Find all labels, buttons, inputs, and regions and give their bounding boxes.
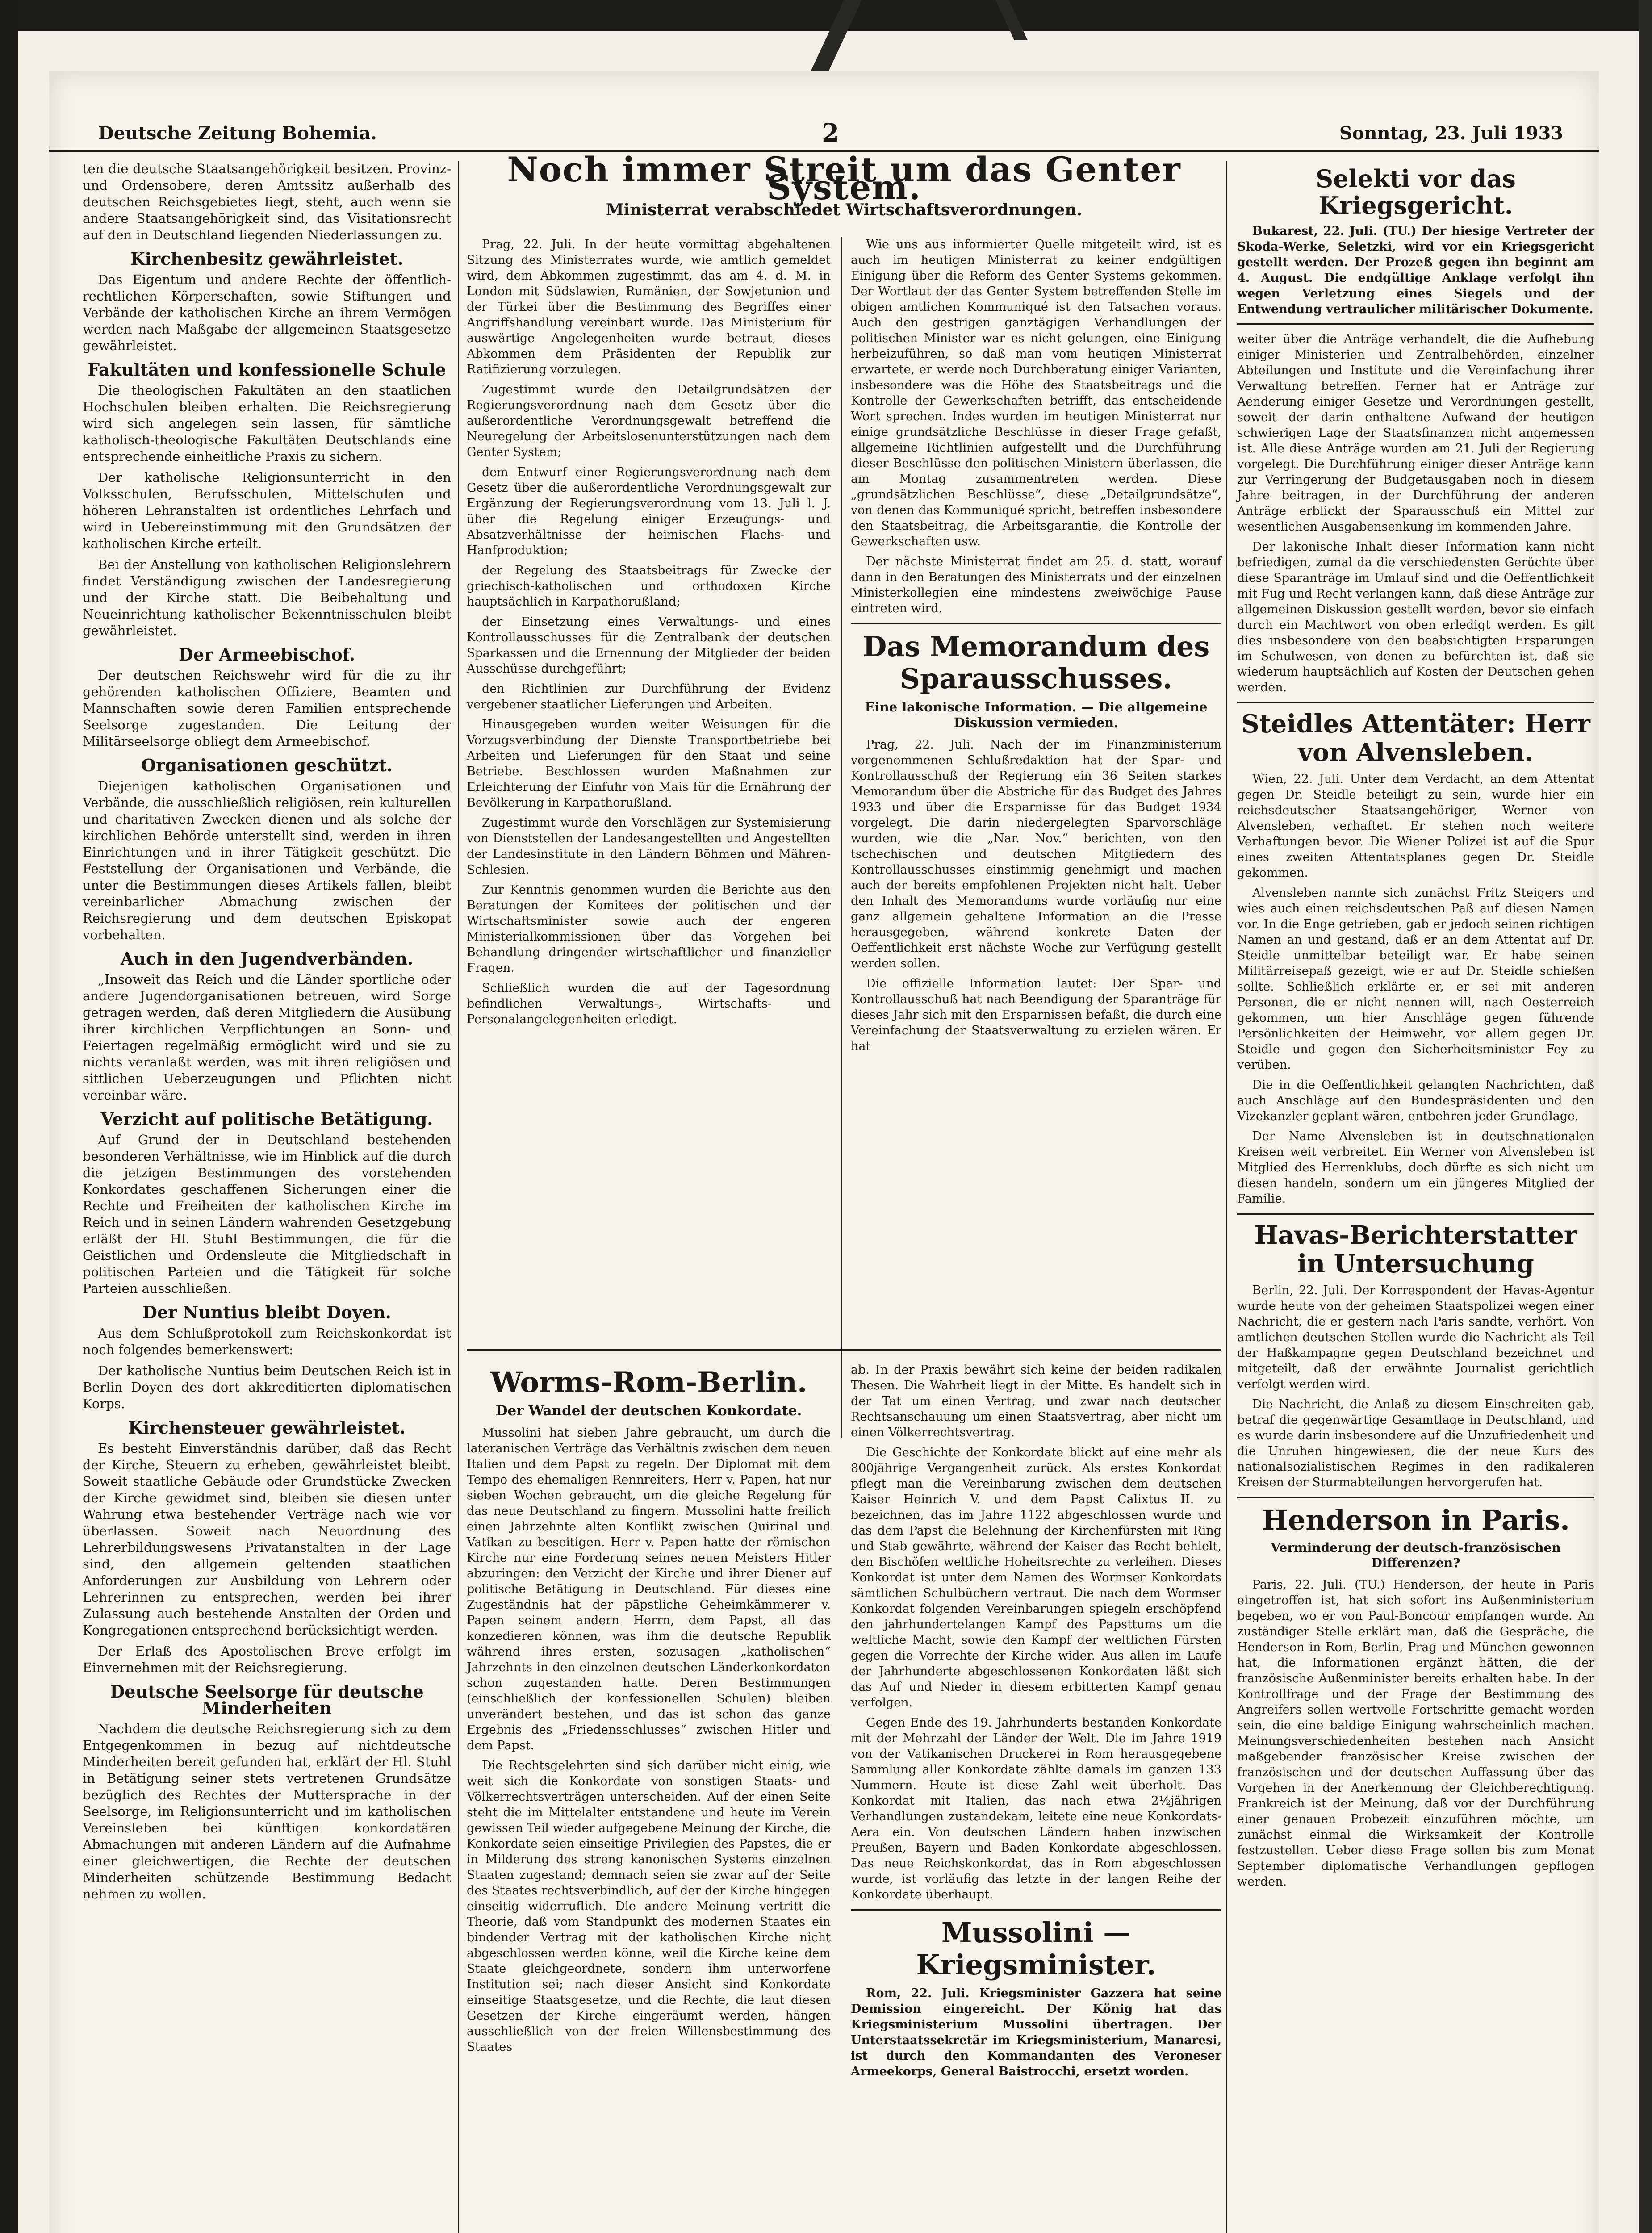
worms-article-col-b xyxy=(851,1362,1221,2084)
column-right xyxy=(1237,161,1594,1894)
article-paragraph: Zugestimmt wurde den Vorschlägen zur Systemisierung von Dienststellen der Landesangestellten und Angestellten der Landesinstitute in den Ländern Böhmen und Mähren-Schlesien. xyxy=(467,816,831,877)
article-paragraph: Schließlich wurden die auf der Tagesordnung befindlichen Verwaltungs-, Wirtschafts- und Personalangelegenheiten erledigt. xyxy=(467,981,831,1026)
article-paragraph: Der Name Alvensleben ist in deutschnationalen Kreisen weit verbreitet. Ein Werner von Alvensleben ist Mitglied des Herrenklubs, doch dürfte es sich nicht um diesen handeln, sondern um ein jüngeres Mitglied der Familie. xyxy=(1237,1129,1594,1206)
article-paragraph: Bukarest, 22. Juli. (TU.) Der hiesige Vertreter der Skoda-Werke, Seletzki, wird vor ein Kriegsgericht gestellt werden. Der Prozeß gegen ihn beginnt am 4. August. Die endgültige Anklage verfolgt ihn wegen Verletzung eines Siegels und der Entwendung vertraulicher militärischer Dokumente. xyxy=(1237,224,1594,316)
article-paragraph: Die in die Oeffentlichkeit gelangten Nachrichten, daß auch Anschläge auf den Bundespräsidenten und den Vizekanzler geplant wären, entbehren jeder Grundlage. xyxy=(1237,1078,1594,1123)
section-heading: Verzicht auf politische Betätigung. xyxy=(100,1109,433,1129)
article-paragraph: Die Rechtsgelehrten sind sich darüber nicht einig, wie weit sich die Konkordate von sonstigen Staats- und Völkerrechtsverträgen unterscheiden. Auf der einen Seite steht die im Mittelalter entstandene und heute im Verein gewissen Teil wieder aufgegebene Meinung der Kirche, die Konkordate seien einseitige Privilegien des Papstes, die er in Milderung des streng kanonischen Systems einzelnen Staaten zugestand; demnach seien sie zwar auf der Seite des Staates rechtsverbindlich, auf der der Kirche hingegen einseitig widerruflich. Die andere Meinung vertritt die Theorie, daß vom Standpunkt des modernen Staates ein bindender Vertrag mit der katholischen Kirche nicht abgeschlossen werden könne, weil die Kirche keine dem Staate gleichgeordnete, sondern ihm unterworfene Institution sei; nach dieser Ansicht sind Konkordate einseitige Staatsgesetze, und die Rechte, die laut diesen Gesetzen der Kirche eingeräumt werden, hängen ausschließlich von der freien Willensbestimmung des Staates xyxy=(467,1759,831,2054)
headline-memorandum: Das Memorandum des Sparausschusses. xyxy=(862,630,1210,695)
article-paragraph: Prag, 22. Juli. In der heute vormittag abgehaltenen Sitzung des Ministerrates wurde, wie amtlich gemeldet wird, dem Abkommen zugestimmt, das am 4. d. M. in London mit Südslawien, Rumänien, der Sowjetunion und der Türkei über die Bestimmung des Begriffes einer Angriffshandlung vereinbart wurde. Das Ministerium für auswärtige Angelegenheiten wurde betraut, dieses Abkommen dem Präsidenten der Republik zur Ratifizierung vorzulegen. xyxy=(467,238,831,376)
headline-steidle: Steidles Attentäter: Herr von Alvensleben. xyxy=(1241,709,1590,767)
issue-date: Sonntag, 23. Juli 1933 xyxy=(1339,123,1563,144)
article-paragraph: Wien, 22. Juli. Unter dem Verdacht, an dem Attentat gegen Dr. Steidle beteiligt zu sein, wurde hier ein reichsdeutscher Staatsangehöriger, Werner von Alvensleben, verhaftet. Er stehen noch weitere Verhaftungen bevor. Die Wiener Polizei ist auf die Spur eines zweiten Attentatsplanes gegen Dr. Steidle gekommen. xyxy=(1237,772,1594,880)
page-number: 2 xyxy=(822,118,839,148)
headline-genter-system: Noch immer Streit um das Genter System. xyxy=(507,150,1181,207)
newspaper-name: Deutsche Zeitung Bohemia. xyxy=(98,123,377,144)
genter-article-col-a xyxy=(467,237,831,1032)
article-paragraph: dem Entwurf einer Regierungsverordnung nach dem Gesetz über die außerordentliche Verordnungsgewalt zur Ergänzung der Regierungsverordnung vom 13. Juli l. J. über die Regelung einiger Erzeugungs- und Absatzverhältnisse der heimischen Flachs- und Hanfproduktion; xyxy=(467,465,831,557)
section-heading: Organisationen geschützt. xyxy=(141,755,393,775)
article-paragraph: Prag, 22. Juli. Nach der im Finanzministerium vorgenommenen Schlußredaktion hat der Spar- und Kontrollausschuß der Regierung ein 36 Seiten starkes Memorandum über die Abstriche für das Budget des Jahres 1933 und über die Ersparnisse für das Budget 1934 vorgelegt. Die darin niedergelegten Sparvorschläge wurden, wie die „Nar. Nov.“ berichten, von den tschechischen und deutschen Mitgliedern des Kontrollausschusses einstimmig genehmigt und machen auch der bereits empfohlenen Projekten nicht halt. Ueber den Inhalt des Memorandums wurde vorläufig nur eine ganz allgemein gehaltene Information an die Presse herausgegeben, während konkrete Daten der Oeffentlichkeit erst nächste Woche zur Verfügung gestellt werden sollen. xyxy=(851,738,1221,970)
subheadline-worms-rom-berlin: Der Wandel der deutschen Konkordate. xyxy=(495,1403,802,1419)
section-text: Das Eigentum und andere Rechte der öffentlich-rechtlichen Körperschaften, sowie Stiftungen und Verbände der katholischen Kirche an ihrem Vermögen werden nach Maßgabe der allgemeinen Staatsgesetze gewährleistet. xyxy=(83,272,451,353)
concordat-intro: ten die deutsche Staatsangehörigkeit besitzen. Provinz- und Ordensobere, deren Amtssitz außerhalb des deutschen Reichsgebietes liegt, steht, auch wenn sie andere Staatsangehörigkeit sind, das Visitationsrecht auf den in Deutschland liegenden Niederlassungen zu. xyxy=(83,161,451,243)
subheadline-genter-system: Ministerrat verabschiedet Wirtschaftsverordnungen. xyxy=(606,201,1083,219)
headline-havas: Havas-Berichterstatter in Untersuchung xyxy=(1254,1221,1577,1279)
section-heading: Fakultäten und konfessionelle Schule xyxy=(88,360,446,380)
article-paragraph: den Richtlinien zur Durchführung der Evidenz vergebener staatlicher Lieferungen und Arbeiten. xyxy=(467,682,831,711)
column-left xyxy=(83,161,451,1907)
section-heading: Der Armeebischof. xyxy=(178,644,355,665)
article-paragraph: Die Geschichte der Konkordate blickt auf eine mehr als 800jährige Vergangenheit zurück. Als erstes Konkordat pflegt man die Vereinbarung zwischen dem deutschen Kaiser Heinrich V. und dem Papst Calixtus II. zu bezeichnen, das im Jahre 1122 abgeschlossen wurde und das dem Papst die Belehnung der Kirchenfürsten mit Ring und Stab gewährte, während der Kaiser das Recht behielt, den Bischöfen weltliche Hoheitsrechte zu verleihen. Dieses Konkordat ist unter dem Namen des Wormser Konkordats sämtlichen Schulbüchern vertraut. Die nach dem Wormser Konkordat folgenden Vereinbarungen spiegeln erschöpfend den jahrhundertelangen Kampf des Papsttums um die weltliche Macht, sowie den Kampf der weltlichen Fürsten gegen die Vorrechte der Kirche wider. Aus allen im Laufe der Jahrhunderte abgeschlossenen Konkordaten läßt sich das Auf und Nieder in diesem erbitterten Kampf genau verfolgen. xyxy=(851,1446,1221,1710)
section-text: Nachdem die deutsche Reichsregierung sich zu dem Entgegenkommen in bezug auf nichtdeutsche Minderheiten bereit gefunden hat, erklärt der Hl. Stuhl in Betätigung seiner stets vertretenen Grundsätze bezüglich des Rechtes der Muttersprache in der Seelsorge, im Religionsunterricht und im katholischen Vereinsleben bei künftigen konkordatären Abmachungen mit anderen Ländern auf die Aufnahme einer gleichwertigen, die Rechte der deutschen Minderheiten schützende Bestimmung Bedacht nehmen zu wollen. xyxy=(83,1721,451,1902)
section-heading: Kirchensteuer gewährleistet. xyxy=(128,1418,406,1438)
article-paragraph: Mussolini hat sieben Jahre gebraucht, um durch die lateranischen Verträge das Verhältnis zwischen dem neuen Italien und dem Papst zu regeln. Der Diplomat mit dem Tempo des ehemaligen Rennreiters, Herr v. Papen, hat nur sieben Wochen gebraucht, um die gleiche Regelung für das neue Deutschland zu fingern. Mussolini hatte freilich einen Jahrzehnte alten Konflikt zwischen Quirinal und Vatikan zu beseitigen. Herr v. Papen hatte der römischen Kirche nur eine Forderung seines neuen Meisters Hitler abzuringen: den Verzicht der Kirche und ihrer Diener auf politische Betätigung in Deutschland. Für dieses eine Zugeständnis hat der päpstliche Geheimkämmerer v. Papen seinem andern Herrn, dem Papst, all das konzedieren können, was ihm die deutsche Republik während ihres ersten, sozusagen „katholischen“ Jahrzehnts in den einzelnen deutschen Länderkonkordaten schon zugestanden hatte. Deren Bestimmungen (einschließlich der konfessionellen Schulen) bleiben unverändert bestehen, und das ist schon das ganze Ergebnis des „Friedensschlusses“ zwischen Hitler und dem Papst. xyxy=(467,1426,831,1752)
worms-article-col-a xyxy=(467,1362,831,2059)
article-paragraph: Der lakonische Inhalt dieser Information kann nicht befriedigen, zumal da die verschiedensten Gerüchte über diese Sparanträge im Umlauf sind und die Oeffentlichkeit mit Fug und Recht verlangen kann, daß diese Anträge zur allgemeinen Diskussion gestellt werden, bevor sie einfach durch ein Machtwort von oben erledigt werden. Es gilt dies insbesondere von den beabsichtigten Ersparungen im Schulwesen, von denen zu befürchten ist, daß sie wiederum hauptsächlich auf Kosten der Deutschen gehen werden. xyxy=(1237,540,1594,694)
subheadline-henderson: Verminderung der deutsch-französischen Differenzen? xyxy=(1271,1540,1561,1570)
article-paragraph: weiter über die Anträge verhandelt, die die Aufhebung einiger Ministerien und Zentralbehörden, einzelner Abteilungen und Institute und die Vereinfachung ihrer Verwaltung betreffen. Ferner hat er Anträge zur Aenderung einiger Gesetze und Verordnungen gestellt, soweit der darin enthaltene Aufwand der heutigen schwierigen Lage der Staatsfinanzen nicht angemessen ist. Alle diese Anträge wurden am 21. Juli der Regierung vorgelegt. Die Durchführung einiger dieser Anträge kann zur Verringerung der Budgetausgaben noch in diesem Jahre beitragen, in der Durchführung der anderen Anträge erblickt der Sparausschuß ein Mittel zur wesentlichen Ausgabensenkung im kommenden Jahre. xyxy=(1237,332,1594,534)
article-paragraph: ab. In der Praxis bewährt sich keine der beiden radikalen Thesen. Die Wahrheit liegt in der Mitte. Es handelt sich in der Tat um einen Vertrag, und zwar nach deutscher Rechtsanschauung um einen Staatsvertrag, aber nicht um einen Völkerrechtsvertrag. xyxy=(851,1363,1221,1439)
article-paragraph: Zugestimmt wurde den Detailgrundsätzen der Regierungsverordnung nach dem Gesetz über die außerordentliche Verordnungsgewalt betreffend die Neuregelung der Arbeitslosenunterstützungen nach dem Genter System; xyxy=(467,383,831,459)
article-paragraph: Berlin, 22. Juli. Der Korrespondent der Havas-Agentur wurde heute von der geheimen Staatspolizei wegen einer Nachricht, die er gestern nach Paris sandte, verhört. Von amtlichen deutschen Stellen wurde die Nachricht als Teil der Haßkampagne gegen Deutschland bezeichnet und mitgeteilt, daß der erwähnte Journalist gerichtlich verfolgt werden wird. xyxy=(1237,1284,1594,1391)
article-paragraph: der Einsetzung eines Verwaltungs- und eines Kontrollausschusses für die Zentralbank der deutschen Sparkassen und die Ernennung der Mitglieder der beiden Ausschüsse durchgeführt; xyxy=(467,615,831,676)
article-paragraph: der Regelung des Staatsbeitrags für Zwecke der griechisch-katholischen und orthodoxen Kirche hauptsächlich in Karpathorußland; xyxy=(467,564,831,609)
column-rule xyxy=(841,237,842,1438)
section-text: Der katholische Religionsunterricht in den Volksschulen, Berufsschulen, Mittelschulen und höheren Lehranstalten ist ordentliches Lehrfach und wird in Uebereinstimmung mit den Grundsätzen der katholischen Kirche erteilt. xyxy=(83,470,451,551)
section-text: Diejenigen katholischen Organisationen und Verbände, die ausschließlich religiösen, rein kulturellen und charitativen Zwecken dienen und als solche der kirchlichen Behörde unterstellt sind, werden in ihren Einrichtungen und in ihrer Tätigkeit geschützt. Die Feststellung der Organisationen und Verbände, die unter die Bestimmungen dieses Artikels fallen, bleibt vereinbarlicher Abmachung zwischen der Reichsregierung und dem deutschen Episkopat vorbehalten. xyxy=(83,778,451,942)
section-heading: Kirchenbesitz gewährleistet. xyxy=(130,249,404,269)
section-divider xyxy=(467,1349,1221,1351)
article-divider xyxy=(851,623,1221,624)
article-paragraph: Der nächste Ministerrat findet am 25. d. statt, worauf dann in den Beratungen des Ministerrats und der einzelnen Ministerkollegien eine mindestens zweiwöchige Pause eintreten wird. xyxy=(851,555,1221,615)
page-header xyxy=(49,114,1599,152)
section-text: Der deutschen Reichswehr wird für die zu ihr gehörenden katholischen Offiziere, Beamten und Mannschaften sowie deren Familien entsprechende Seelsorge zugestanden. Die Leitung der Militärseelsorge obliegt dem Armeebischof. xyxy=(83,668,451,749)
section-text: „Insoweit das Reich und die Länder sportliche oder andere Jugendorganisationen betreuen, wird Sorge getragen werden, daß deren Mitgliedern die Ausübung ihrer kirchlichen Verpflichtungen an Sonn- und Feiertagen regelmäßig ermöglicht wird und sie zu nichts veranlaßt werden, was mit ihren religiösen und sittlichen Ueberzeugungen und Pflichten nicht vereinbar wäre. xyxy=(83,972,451,1103)
section-heading: Der Nuntius bleibt Doyen. xyxy=(142,1302,391,1322)
genter-article-col-b xyxy=(851,237,1221,1058)
scan-edge-right xyxy=(1639,0,1652,2233)
section-text: Der Erlaß des Apostolischen Breve erfolgt im Einvernehmen mit der Reichsregierung. xyxy=(83,1643,451,1675)
article-divider xyxy=(1237,323,1594,325)
article-paragraph: Zur Kenntnis genommen wurden die Berichte aus den Beratungen der Komitees der politischen und der Wirtschaftsminister sowie auch der engeren Ministerialkommissionen über das Vorgehen bei Behandlung dringender wirtschaftlicher und finanzieller Fragen. xyxy=(467,883,831,975)
article-paragraph: Gegen Ende des 19. Jahrhunderts bestanden Konkordate mit der Mehrzahl der Länder der Welt. Die im Jahre 1919 von der Vatikanischen Druckerei in Rom herausgegebene Sammlung aller Konkordate zählte damals im ganzen 133 Nummern. Heute ist diese Zahl weit überholt. Das Konkordat mit Italien, das nach etwa 2½jährigen Verhandlungen zustandekam, leitete eine neue Konkordats-Aera ein. Von deutschen Ländern haben inzwischen Preußen, Bayern und Baden Konkordate abgeschlossen. Das neue Reichskonkordat, das in Rom abgeschlossen wurde, ist vorläufig das letzte in der langen Reihe der Konkordate überhaupt. xyxy=(851,1716,1221,1902)
subheadline-memorandum: Eine lakonische Information. — Die allgemeine Diskussion vermieden. xyxy=(865,699,1208,730)
headline-worms-rom-berlin: Worms-Rom-Berlin. xyxy=(490,1366,807,1399)
column-rule xyxy=(458,161,459,2233)
section-text: Der katholische Nuntius beim Deutschen Reich ist in Berlin Doyen des dort akkreditierten diplomatischen Korps. xyxy=(83,1363,451,1411)
article-paragraph: Die Nachricht, die Anlaß zu diesem Einschreiten gab, betraf die gegenwärtige Gesamtlage in Deutschland, und es wurde darin insbesondere auf die Unzufriedenheit und die Unruhen hingewiesen, die der neue Kurs des nationalsozialistischen Regimes in den radikaleren Kreisen der Sturmabteilungen hervorgerufen hat. xyxy=(1237,1397,1594,1489)
section-text: Die theologischen Fakultäten an den staatlichen Hochschulen bleiben erhalten. Die Reichsregierung wird sich angelegen sein lassen, für sämtliche katholisch-theologische Fakultäten Deutschlands eine entsprechende einheitliche Praxis zu sichern. xyxy=(83,383,451,464)
article-divider xyxy=(1237,702,1594,703)
section-text: Es besteht Einverständnis darüber, daß das Recht der Kirche, Steuern zu erheben, gewährleistet bleibt. Soweit staatliche Gebäude oder Grundstücke Zwecken der Kirche gewidmet sind, bleiben sie diesen unter Wahrung etwa bestehender Verträge nach wie vor überlassen. Soweit nach Neuordnung des Lehrerbildungswesens Privatanstalten in der Lage sind, den allgemein geltenden staatlichen Anforderungen zur Ausbildung von Lehrern oder Lehrerinnen zu entsprechen, werden bei ihrer Zulassung auch bestehende Anstalten der Orden und Kongregationen entsprechend berücksichtigt werden. xyxy=(83,1441,451,1638)
headline-mussolini: Mussolini — Kriegsminister. xyxy=(916,1916,1156,1981)
headline-henderson: Henderson in Paris. xyxy=(1262,1504,1570,1536)
headline-seletzki: Selekti vor das Kriegsgericht. xyxy=(1316,164,1516,220)
scan-edge-left xyxy=(0,0,18,2233)
column-rule xyxy=(1226,161,1227,2233)
section-text: Auf Grund der in Deutschland bestehenden besonderen Verhältnisse, wie im Hinblick auf die durch die jetzigen Bestimmungen des vorstehenden Konkordates geschaffenen Sicherungen einer die Rechte und Freiheiten der katholischen Kirche im Reich und in seinen Ländern wahrenden Gesetzgebung erläßt der Hl. Stuhl Bestimmungen, die für die Geistlichen und Ordensleute die Mitgliedschaft in politischen Parteien und die Tätigkeit für solche Parteien ausschließen. xyxy=(83,1132,451,1296)
section-heading: Deutsche Seelsorge für deutsche Minderheiten xyxy=(110,1681,424,1718)
article-divider xyxy=(1237,1497,1594,1498)
article-divider xyxy=(1237,1213,1594,1215)
section-text: Bei der Anstellung von katholischen Religionslehrern findet Verständigung zwischen der Landesregierung und der Kirche statt. Die Beibehaltung und Neueinrichtung katholischer Bekenntnisschulen bleibt gewährleistet. xyxy=(83,557,451,638)
article-divider xyxy=(851,1909,1221,1911)
article-paragraph: Wie uns aus informierter Quelle mitgeteilt wird, ist es auch im heutigen Ministerrat zu keiner endgültigen Einigung über die Reform des Genter Systems gekommen. Der Wortlaut der das Genter System betreffenden Stelle im obigen amtlichen Kommuniqué ist den Tatsachen voraus. Auch den gestrigen ganztägigen Verhandlungen der politischen Minister war es nicht gelungen, eine Einigung herbeizuführen, so daß man vom heutigen Ministerrat erwartete, er werde noch Durchberatung einiger Varianten, insbesondere was die Höhe des Staatsbeitrags und die Kontrolle der Gewerkschaften betrifft, das entscheidende Wort sprechen. Indes wurden im heutigen Ministerrat nur einige grundsätzliche Beschlüsse in dieser Frage gefaßt, allgemeine Richtlinien aufgestellt und die Durchführung dieser Beschlüsse den politischen Ministern überlassen, die am Montag zusammentreten werden. Diese „grundsätzlichen Beschlüsse“, diese „Detailgrundsätze“, von denen das Kommuniqué spricht, betreffen insbesondere den Staatsbeitrag, die Arbeitsgarantie, die Kontrolle der Gewerkschaften usw. xyxy=(851,238,1221,548)
column-center xyxy=(467,150,1221,2233)
article-paragraph: Alvensleben nannte sich zunächst Fritz Steigers und wies auch einen reichsdeutschen Paß auf diesen Namen vor. In die Enge getrieben, gab er jedoch seinen richtigen Namen an und gestand, daß er an dem Attentat auf Dr. Steidle unmittelbar beteiligt war. Er habe seinen Militärreisepaß gezeigt, wie er auf Dr. Steidle schießen sollte. Schließlich erklärte er, er sei mit anderen Personen, die er nicht nennen will, nach Oesterreich gekommen, um hier Anschläge gegen führende Persönlichkeiten der Heimwehr, vor allem gegen Dr. Steidle und gegen den Sicherheitsminister Fey zu verüben. xyxy=(1237,886,1594,1072)
scan-edge-top xyxy=(0,0,1652,31)
section-text: Aus dem Schlußprotokoll zum Reichskonkordat ist noch folgendes bemerkenswert: xyxy=(83,1326,451,1357)
article-paragraph: Die offizielle Information lautet: Der Spar- und Kontrollausschuß hat nach Beendigung der Sparanträge für dieses Jahr sich mit den Ersparnissen befaßt, die durch eine Vereinfachung der Staatsverwaltung zu erzielen wären. Er hat xyxy=(851,977,1221,1053)
article-paragraph: Paris, 22. Juli. (TU.) Henderson, der heute in Paris eingetroffen ist, hat sich sofort ins Außenministerium begeben, wo er von Paul-Boncour empfangen wurde. An zuständiger Stelle erklärt man, daß die Gespräche, die Henderson in Rom, Berlin, Prag und München gewonnen hat, die Informationen ergänzt hätten, die der französische Außenminister bereits erhalten habe. In der Kontrollfrage und der Frage der Bestimmung des Angreifers sollen wertvolle Fortschritte gemacht worden sein, die eine baldige Einigung wahrscheinlich machen. Meinungsverschiedenheiten bestehen nach Ansicht maßgebender französischer Kreise zwischen der französischen und der deutschen Auffassung über das Vorgehen in der Anerkennung der Gleichberechtigung. Frankreich ist der Meinung, daß vor der Durchführung einer genauen Probezeit einzuführen möchte, um zunächst einmal die Wirksamkeit der Kontrolle festzustellen. Ueber diese Frage sollen bis zum Monat September diplomatische Verhandlungen gepflogen werden. xyxy=(1237,1578,1594,1889)
article-paragraph: Rom, 22. Juli. Kriegsminister Gazzera hat seine Demission eingereicht. Der König hat das Kriegsministerium Mussolini übertragen. Der Unterstaatssekretär im Kriegsministerium, Manaresi, ist durch den Kommandanten des Veroneser Armeekorps, General Baistrocchi, ersetzt worden. xyxy=(851,1986,1221,2078)
article-paragraph: Hinausgegeben wurden weiter Weisungen für die Vorzugsverbindung der Dienste Transportbetriebe bei Arbeiten und Lieferungen für den Staat und seine Betriebe. Beschlossen wurden Maßnahmen zur Erleichterung der Einfuhr von Mais für die Ernährung der Bevölkerung in Karpathorußland. xyxy=(467,718,831,810)
section-heading: Auch in den Jugendverbänden. xyxy=(120,949,414,969)
